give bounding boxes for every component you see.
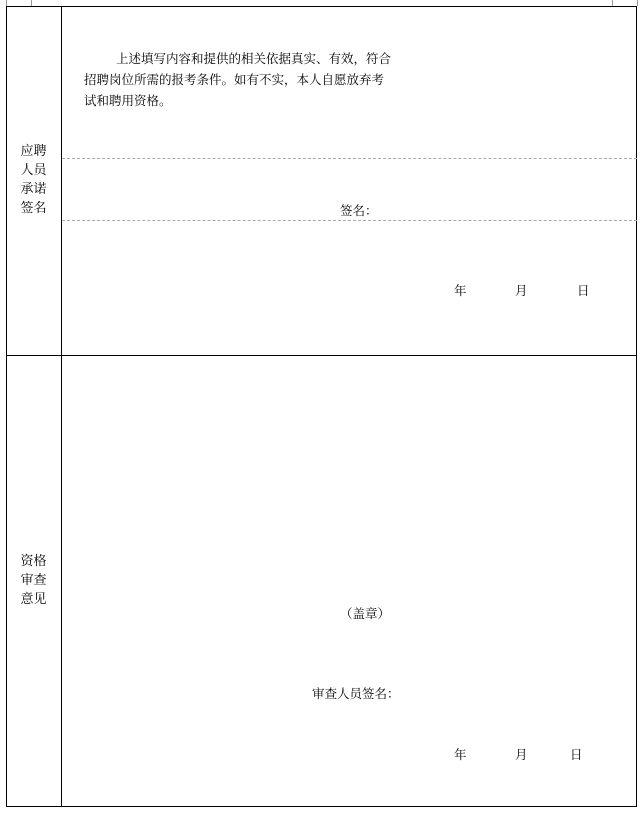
review-date-day: 日 [570,747,583,762]
date-day: 日 [577,283,590,298]
dashed-guide-line [62,220,637,221]
review-date-month: 月 [515,747,528,762]
date-month: 月 [515,283,528,298]
date-year: 年 [454,283,467,298]
promise-statement: 上述填写内容和提供的相关依据真实、有效，符合 招聘岗位所需的报考条件。如有不实，本人自愿放弃考 试和聘用资格。 [84,51,392,108]
seal-label: （盖章） [340,606,391,621]
corner-mark [612,0,638,6]
signature-label: 签名： [340,203,378,218]
row-divider [6,355,637,356]
promise-section-label: 应聘 人员 承诺 签名 [20,144,47,216]
review-date-year: 年 [454,747,467,762]
corner-mark [6,0,32,6]
dashed-guide-line [62,158,637,159]
column-divider [61,6,62,807]
reviewer-signature-label: 审查人员签名： [312,686,400,701]
review-section-label: 资格 审查 意见 [20,554,47,607]
